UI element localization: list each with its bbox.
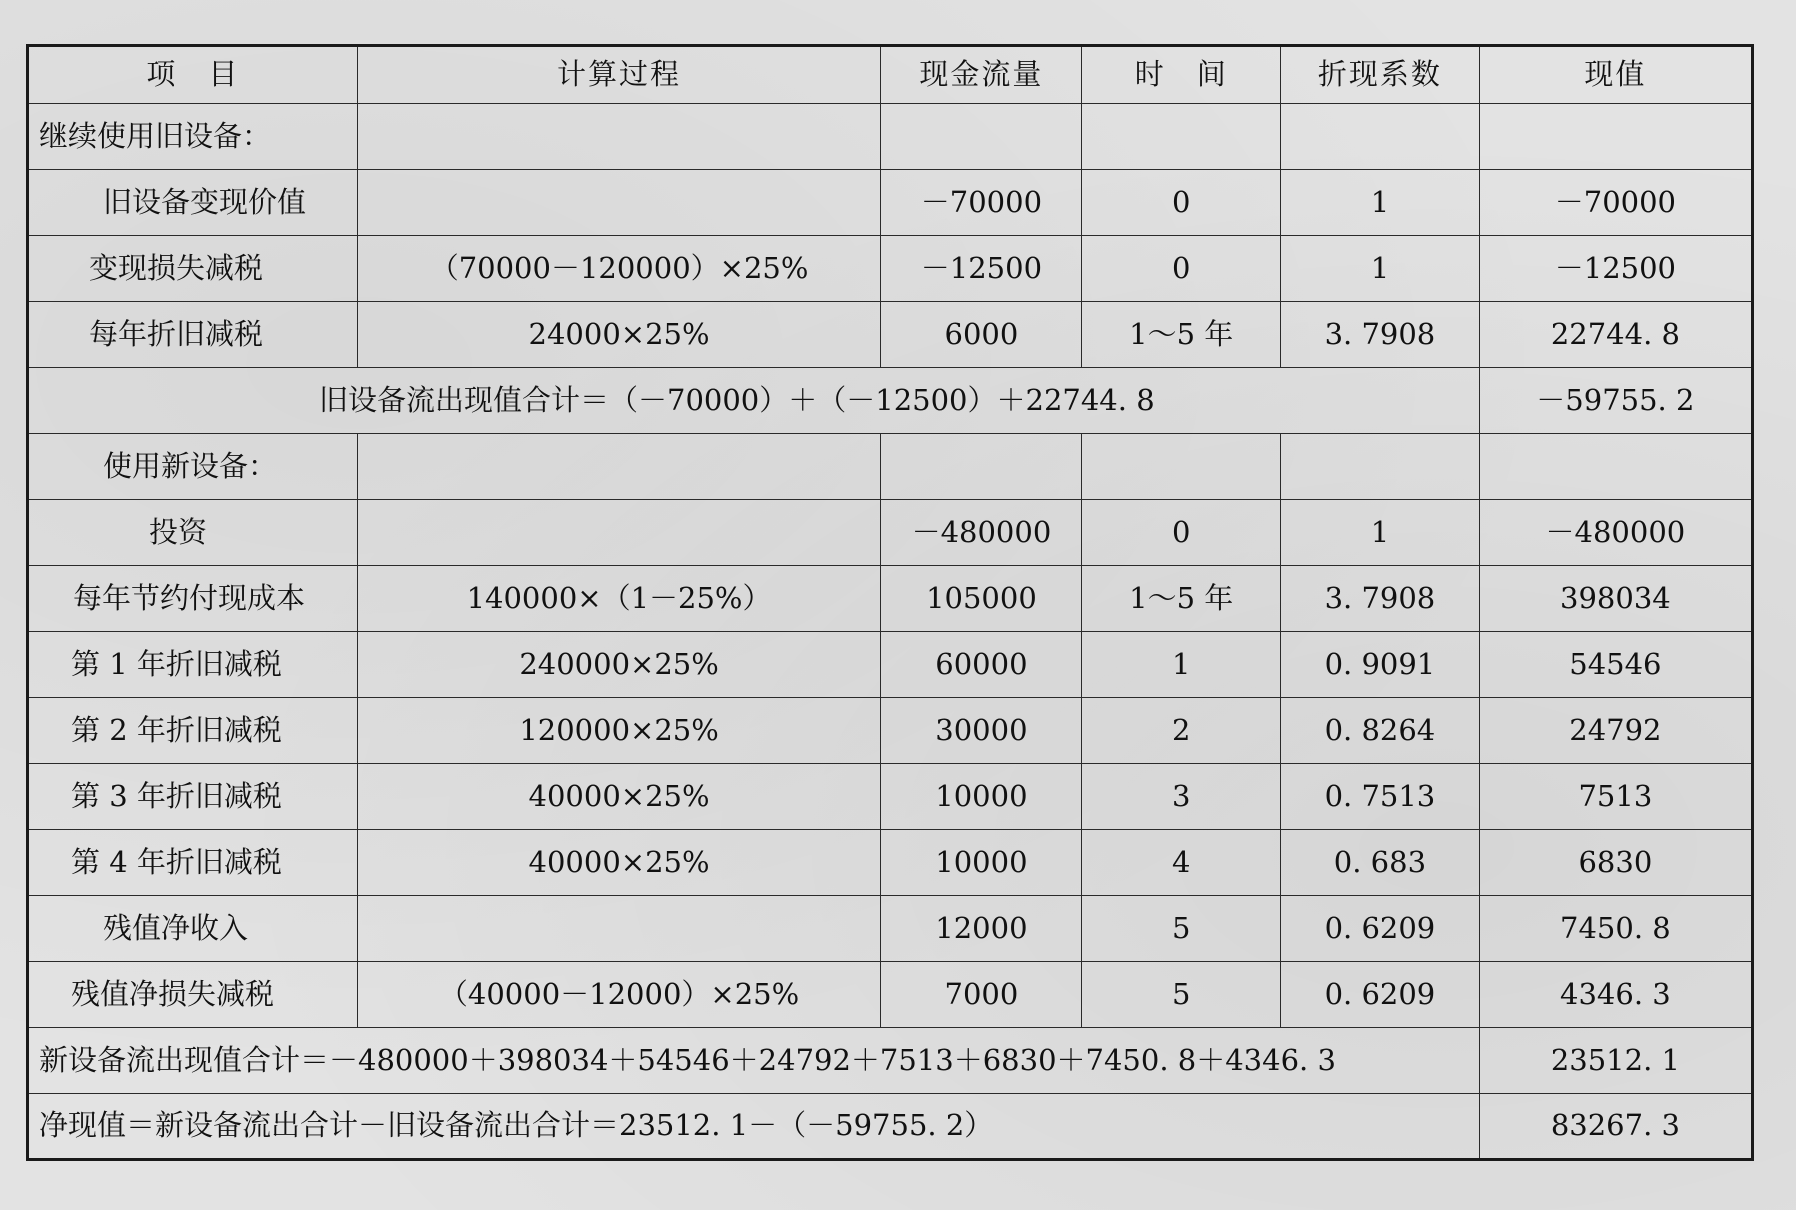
row-cash: 6000 [881, 302, 1082, 368]
row-factor: 3. 7908 [1281, 566, 1480, 632]
row-time: 5 [1082, 962, 1281, 1028]
header-pv: 现值 [1479, 46, 1752, 104]
row-pv: 398034 [1479, 566, 1752, 632]
table-row [28, 170, 1753, 236]
npv-row [28, 1094, 1753, 1160]
row-calc: （40000－12000）×25% [357, 962, 881, 1028]
row-cash: －12500 [881, 236, 1082, 302]
row-factor: 1 [1281, 236, 1480, 302]
table-row [28, 302, 1753, 368]
header-time: 时 间 [1082, 46, 1281, 104]
table-row [28, 764, 1753, 830]
row-item: 每年折旧减税 [28, 302, 358, 368]
sum-new-row [28, 1028, 1753, 1094]
row-cash: 105000 [881, 566, 1082, 632]
row-item: 第 3 年折旧减税 [28, 764, 358, 830]
cash-flow-table [26, 44, 1754, 1161]
row-item: 每年节约付现成本 [28, 566, 358, 632]
row-factor: 3. 7908 [1281, 302, 1480, 368]
row-calc: 240000×25% [357, 632, 881, 698]
row-calc: 24000×25% [357, 302, 881, 368]
row-time: 0 [1082, 236, 1281, 302]
section-new-label: 使用新设备： [28, 434, 358, 500]
row-time: 5 [1082, 896, 1281, 962]
row-pv: 24792 [1479, 698, 1752, 764]
header-cash: 现金流量 [881, 46, 1082, 104]
row-calc: 40000×25% [357, 830, 881, 896]
row-pv: 7513 [1479, 764, 1752, 830]
row-time: 3 [1082, 764, 1281, 830]
header-row [28, 46, 1753, 104]
row-item: 投资 [28, 500, 358, 566]
row-cash: 12000 [881, 896, 1082, 962]
row-factor: 0. 8264 [1281, 698, 1480, 764]
row-item: 旧设备变现价值 [28, 170, 358, 236]
sum-new-pv: 23512. 1 [1479, 1028, 1752, 1094]
header-calc: 计算过程 [357, 46, 881, 104]
row-factor: 1 [1281, 170, 1480, 236]
sum-new-text: 新设备流出现值合计＝－480000＋398034＋54546＋24792＋7513＋6830＋7450. 8＋4346. 3 [28, 1028, 1480, 1094]
sum-old-pv: －59755. 2 [1479, 368, 1752, 434]
row-cash: 10000 [881, 830, 1082, 896]
row-item: 残值净损失减税 [28, 962, 358, 1028]
row-calc: 40000×25% [357, 764, 881, 830]
row-pv: 54546 [1479, 632, 1752, 698]
row-pv: 6830 [1479, 830, 1752, 896]
row-factor: 0. 683 [1281, 830, 1480, 896]
row-pv: 7450. 8 [1479, 896, 1752, 962]
table-row [28, 500, 1753, 566]
row-time: 0 [1082, 170, 1281, 236]
empty-cell [1082, 104, 1281, 170]
row-calc [357, 170, 881, 236]
row-calc [357, 896, 881, 962]
empty-cell [1479, 434, 1752, 500]
row-pv: 22744. 8 [1479, 302, 1752, 368]
empty-cell [1479, 104, 1752, 170]
row-item: 第 1 年折旧减税 [28, 632, 358, 698]
row-item: 第 2 年折旧减税 [28, 698, 358, 764]
row-item: 第 4 年折旧减税 [28, 830, 358, 896]
table-row [28, 896, 1753, 962]
sum-old-row [28, 368, 1753, 434]
table-row [28, 236, 1753, 302]
row-calc: （70000－120000）×25% [357, 236, 881, 302]
row-item: 变现损失减税 [28, 236, 358, 302]
row-factor: 1 [1281, 500, 1480, 566]
row-cash: 7000 [881, 962, 1082, 1028]
section-old-row [28, 104, 1753, 170]
row-cash: 30000 [881, 698, 1082, 764]
row-factor: 0. 9091 [1281, 632, 1480, 698]
header-factor: 折现系数 [1281, 46, 1480, 104]
row-calc: 140000×（1－25%） [357, 566, 881, 632]
row-cash: －480000 [881, 500, 1082, 566]
row-pv: 4346. 3 [1479, 962, 1752, 1028]
empty-cell [357, 434, 881, 500]
row-pv: －480000 [1479, 500, 1752, 566]
npv-text: 净现值＝新设备流出合计－旧设备流出合计＝23512. 1－（－59755. 2） [28, 1094, 1480, 1160]
row-time: 4 [1082, 830, 1281, 896]
row-pv: －70000 [1479, 170, 1752, 236]
row-factor: 0. 7513 [1281, 764, 1480, 830]
row-cash: －70000 [881, 170, 1082, 236]
row-time: 0 [1082, 500, 1281, 566]
row-factor: 0. 6209 [1281, 962, 1480, 1028]
section-old-label: 继续使用旧设备： [28, 104, 358, 170]
npv-pv: 83267. 3 [1479, 1094, 1752, 1160]
row-calc [357, 500, 881, 566]
row-calc: 120000×25% [357, 698, 881, 764]
empty-cell [1281, 434, 1480, 500]
sum-old-text: 旧设备流出现值合计＝（－70000）＋（－12500）＋22744. 8 [28, 368, 1480, 434]
empty-cell [1281, 104, 1480, 170]
table-row [28, 962, 1753, 1028]
row-cash: 10000 [881, 764, 1082, 830]
table-row [28, 698, 1753, 764]
row-pv: －12500 [1479, 236, 1752, 302]
table-row [28, 632, 1753, 698]
row-time: 1～5 年 [1082, 302, 1281, 368]
header-item: 项 目 [28, 46, 358, 104]
row-time: 1 [1082, 632, 1281, 698]
empty-cell [1082, 434, 1281, 500]
row-time: 1～5 年 [1082, 566, 1281, 632]
section-new-row [28, 434, 1753, 500]
empty-cell [881, 104, 1082, 170]
empty-cell [357, 104, 881, 170]
table-row [28, 830, 1753, 896]
row-factor: 0. 6209 [1281, 896, 1480, 962]
table-row [28, 566, 1753, 632]
empty-cell [881, 434, 1082, 500]
row-item: 残值净收入 [28, 896, 358, 962]
row-time: 2 [1082, 698, 1281, 764]
row-cash: 60000 [881, 632, 1082, 698]
